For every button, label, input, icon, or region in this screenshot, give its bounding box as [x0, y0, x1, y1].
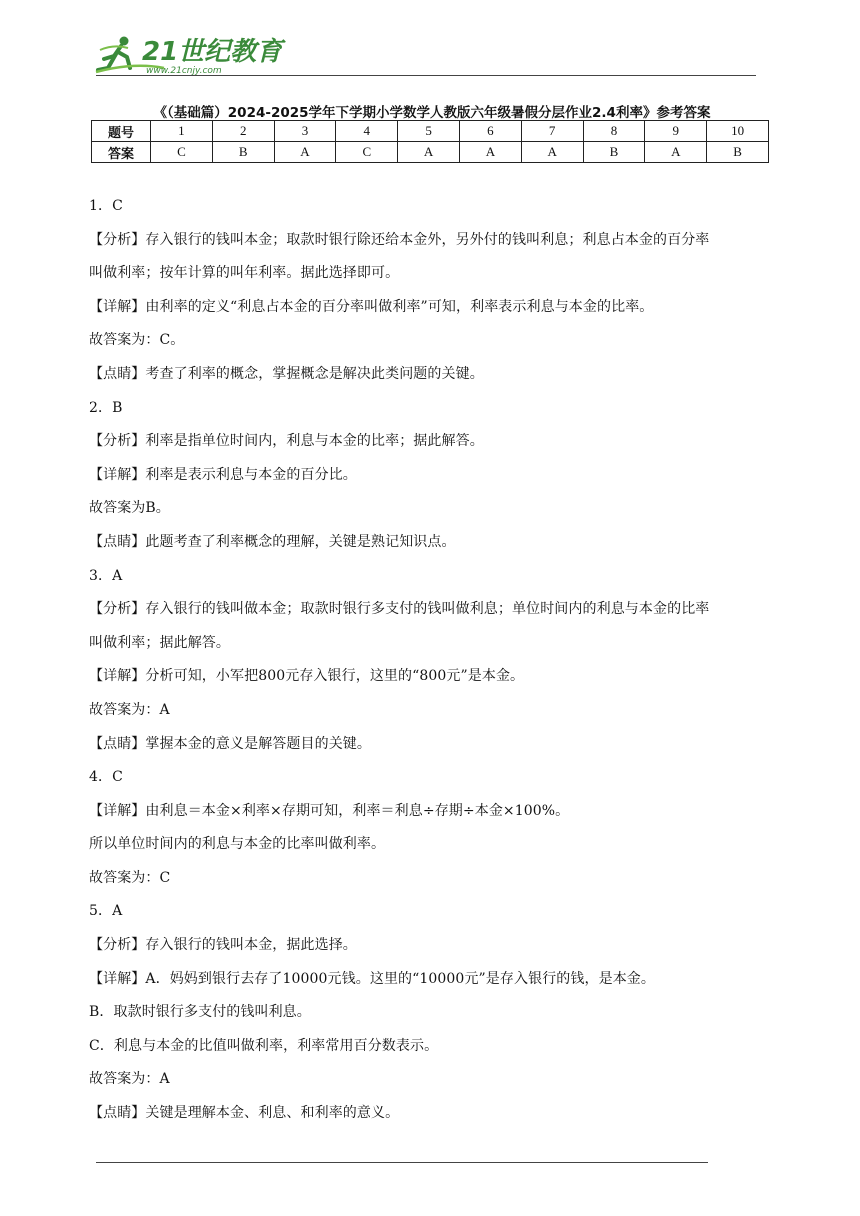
detail-line: 【详解】由利息＝本金×利率×存期可知，利率＝利息÷存期÷本金×100%。	[89, 802, 570, 819]
answer-cell: B	[212, 142, 274, 163]
detail-line: 所以单位时间内的利息与本金的比率叫做利率。	[89, 836, 386, 853]
answer-table	[91, 120, 769, 163]
question-number-cell: 2	[212, 121, 274, 142]
analysis-line: 叫做利率；据此解答。	[89, 634, 230, 651]
analysis-line: 叫做利率；按年计算的叫年利率。据此选择即可。	[89, 265, 400, 282]
comment-line: 【点睛】此题考查了利率概念的理解，关键是熟记知识点。	[89, 533, 456, 550]
answer-line: 故答案为：C	[89, 869, 171, 886]
answer-cell: A	[521, 142, 583, 163]
question-number-cell: 1	[151, 121, 213, 142]
answer-cell: A	[459, 142, 521, 163]
logo-wordmark	[142, 34, 283, 76]
header-divider	[96, 75, 756, 76]
answer-table-answer-row	[92, 142, 769, 163]
answer-cell: C	[336, 142, 398, 163]
answer-line: 故答案为：A	[89, 701, 170, 718]
analysis-line: 【分析】存入银行的钱叫本金，据此选择。	[89, 937, 357, 954]
question-number-cell: 9	[645, 121, 707, 142]
answer-cell: A	[645, 142, 707, 163]
comment-line: 【点睛】掌握本金的意义是解答题目的关键。	[89, 735, 371, 752]
answer-cell: B	[707, 142, 769, 163]
question-number-cell: 7	[521, 121, 583, 142]
detail-line: B．取款时银行多支付的钱叫利息。	[89, 1004, 311, 1021]
question-heading: 2．B	[89, 399, 123, 416]
answer-cell: A	[274, 142, 336, 163]
detail-line: 【详解】由利率的定义“利息占本金的百分率叫做利率”可知，利率表示利息与本金的比率。	[89, 298, 654, 315]
question-heading: 3．A	[89, 567, 123, 584]
row-label-number: 题号	[92, 121, 151, 142]
question-heading: 4．C	[89, 769, 123, 786]
answer-cell: A	[398, 142, 460, 163]
question-number-cell: 4	[336, 121, 398, 142]
question-heading: 5．A	[89, 903, 123, 920]
answer-table-number-row	[92, 121, 769, 142]
comment-line: 【点睛】考查了利率的概念，掌握概念是解决此类问题的关键。	[89, 365, 484, 382]
question-heading: 1．C	[89, 198, 123, 214]
document-title: 《（基础篇）2024-2025学年下学期小学数学人教版六年级暑假分层作业2.4利率》参考答案	[153, 105, 711, 121]
question-number-cell: 8	[583, 121, 645, 142]
detail-line: C．利息与本金的比值叫做利率，利率常用百分数表示。	[89, 1037, 439, 1054]
answer-line: 故答案为：A	[89, 1071, 170, 1088]
answer-cell: C	[151, 142, 213, 163]
logo-url-text: www.21cnjy.com	[146, 66, 222, 76]
comment-line: 【点睛】关键是理解本金、利息、和利率的意义。	[89, 1105, 400, 1122]
answer-cell: B	[583, 142, 645, 163]
detail-line: 【详解】A．妈妈到银行去存了10000元钱。这里的“10000元”是存入银行的钱，是本金。	[89, 970, 655, 987]
analysis-line: 【分析】存入银行的钱叫做本金；取款时银行多支付的钱叫做利息；单位时间内的利息与本金的比率	[89, 601, 710, 618]
question-number-cell: 3	[274, 121, 336, 142]
analysis-line: 【分析】利率是指单位时间内，利息与本金的比率；据此解答。	[89, 433, 484, 450]
page-header	[94, 32, 758, 80]
question-number-cell: 5	[398, 121, 460, 142]
answer-explanations	[89, 196, 779, 1137]
detail-line: 【详解】分析可知，小军把800元存入银行，这里的“800元”是本金。	[89, 668, 525, 685]
answer-line: 故答案为：C。	[89, 332, 185, 349]
logo-text: 21世纪教育	[142, 37, 283, 67]
footer-divider	[96, 1162, 708, 1163]
detail-line: 【详解】利率是表示利息与本金的百分比。	[89, 466, 357, 483]
analysis-line: 【分析】存入银行的钱叫本金；取款时银行除还给本金外，另外付的钱叫利息；利息占本金的百分率	[89, 231, 710, 248]
answer-line: 故答案为B。	[89, 500, 170, 517]
question-number-cell: 6	[459, 121, 521, 142]
question-number-cell: 10	[707, 121, 769, 142]
row-label-answer: 答案	[92, 142, 151, 163]
